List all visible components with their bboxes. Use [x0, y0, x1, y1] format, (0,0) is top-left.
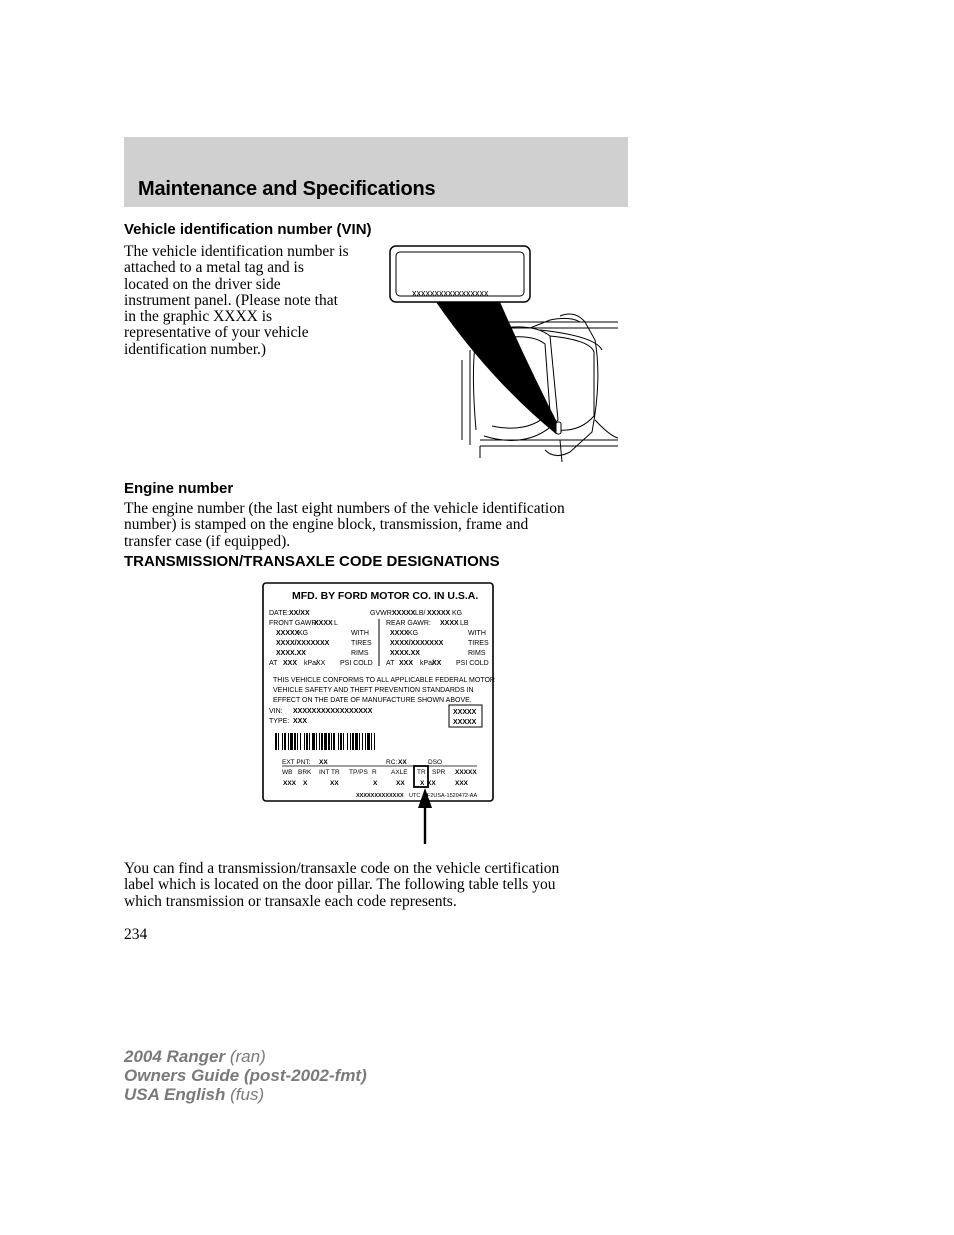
label-code-header: WB [282, 769, 293, 776]
label-barcode [275, 733, 375, 750]
barcode-bar [352, 733, 354, 750]
label-rear-tires: TIRES [468, 640, 489, 647]
document-footer [124, 1047, 367, 1104]
barcode-bar [328, 733, 330, 750]
label-bottom-utc: UTC [409, 793, 421, 799]
label-code-header: SPR [432, 769, 446, 776]
label-code-header: XXXXX [455, 769, 477, 776]
label-dso-label: DSO [428, 759, 443, 766]
label-rear-tire: XXXX/XXXXXXX [390, 640, 444, 647]
label-rear-psi-cold: PSI COLD [456, 660, 489, 667]
barcode-bar [284, 733, 286, 750]
barcode-bar [365, 733, 366, 750]
label-bottom-code: XXXXXXXXXXXXX [356, 793, 404, 799]
label-code-header: AXLE [391, 769, 408, 776]
label-rear-kg-unit: KG [408, 630, 419, 637]
label-vin-label: VIN: [269, 708, 283, 715]
label-code-value: XX [427, 780, 436, 787]
barcode-bar [294, 733, 296, 750]
barcode-bar [300, 733, 301, 750]
label-front-rim: XXXX.XX [276, 650, 306, 657]
label-gvwr-label: GVWR: [370, 610, 394, 617]
engine-line: number) is stamped on the engine block, transmission, frame and [124, 516, 529, 534]
vin-tag-text: xxxxxxxxxxxxxxxxx [412, 288, 489, 298]
vin-heading: Vehicle identification number (VIN) [124, 221, 372, 238]
footer-language: USA English [124, 1085, 226, 1104]
label-rear-rim: XXXX.XX [390, 650, 420, 657]
label-rc-label: RC: [386, 759, 398, 766]
label-code-header: TP/PS [349, 769, 368, 776]
label-ext-pnt-label: EXT PNT: [282, 759, 311, 766]
label-front-psi-cold: PSI COLD [340, 660, 373, 667]
label-rear-with: WITH [468, 630, 486, 637]
label-conform-line: THIS VEHICLE CONFORMS TO ALL APPLICABLE FEDERAL MOTOR [273, 677, 495, 684]
vin-line: attached to a metal tag and is [124, 259, 304, 277]
label-front-with: WITH [351, 630, 369, 637]
label-code-header: BRK [298, 769, 312, 776]
barcode-bar [333, 733, 335, 750]
label-rear-kpa: kPa/ [420, 660, 435, 667]
label-front-gawr-label: FRONT GAWR: [269, 620, 319, 627]
label-rc-value: XX [398, 759, 407, 766]
footer-model-code: (ran) [225, 1047, 266, 1066]
barcode-bar [278, 733, 279, 750]
barcode-bar [362, 733, 363, 750]
vin-tag-location [556, 422, 561, 434]
footer-language-code: (fus) [225, 1085, 265, 1104]
label-ext-pnt-value: XX [319, 759, 328, 766]
footer-guide: Owners Guide (post-2002-fmt) [124, 1066, 367, 1085]
label-box-line1: XXXXX [453, 709, 477, 716]
transmission-paragraph [124, 861, 559, 910]
label-rear-kpa-unit: XX [432, 660, 442, 667]
barcode-bar [340, 733, 342, 750]
vin-line: located on the driver side [124, 275, 281, 293]
barcode-bar [331, 733, 332, 750]
barcode-bar [288, 733, 289, 750]
label-rear-gawr-value: XXXX [440, 620, 459, 627]
label-rear-pressure: XXX [399, 660, 414, 667]
transmission-heading: TRANSMISSION/TRANSAXLE CODE DESIGNATIONS [124, 553, 500, 570]
barcode-bar [371, 733, 372, 750]
label-gvwr-unit2: KG [452, 610, 463, 617]
engine-paragraph [124, 501, 565, 550]
label-code-value: X [303, 780, 308, 787]
barcode-bar [306, 733, 308, 750]
label-code-value: XX [330, 780, 339, 787]
barcode-bar [359, 733, 360, 750]
label-box-line2: XXXXX [453, 719, 477, 726]
label-vin-value: XXXXXXXXXXXXXXXXX [293, 708, 373, 715]
label-front-kpa-unit: XX [316, 660, 326, 667]
label-rear-gawr-label: REAR GAWR: [386, 620, 431, 627]
label-date-label: DATE: [269, 610, 290, 617]
label-front-kg-unit: KG [298, 630, 309, 637]
page-number: 234 [124, 926, 148, 943]
label-type-label: TYPE: [269, 718, 290, 725]
label-front-gawr-value: XXXX [314, 620, 333, 627]
label-rear-rims: RIMS [468, 650, 486, 657]
engine-line: The engine number (the last eight numbers of the vehicle identification [124, 500, 565, 517]
transmission-line: label which is located on the door pillar. The following table tells you [124, 876, 556, 894]
barcode-bar [290, 733, 293, 750]
label-conform-line: EFFECT ON THE DATE OF MANUFACTURE SHOWN ABOVE. [273, 697, 472, 704]
engine-line: transfer case (if equipped). [124, 532, 291, 550]
barcode-bar [316, 733, 317, 750]
label-code-header: R [372, 769, 377, 776]
label-code-value: XXX [455, 780, 469, 787]
barcode-bar [304, 733, 305, 750]
vin-location-illustration [380, 240, 625, 465]
label-gvwr-value: XXXXX [392, 610, 416, 617]
label-date-value: XX/XX [289, 610, 310, 617]
label-bottom-part-number: F2USA-1520472-AA [427, 793, 478, 799]
label-front-kpa: kPa/ [304, 660, 319, 667]
label-front-tire: XXXX/XXXXXXX [276, 640, 330, 647]
label-title: MFD. BY FORD MOTOR CO. IN U.S.A. [292, 590, 479, 602]
barcode-bar [350, 733, 351, 750]
certification-label-illustration [262, 582, 496, 876]
footer-model: 2004 Ranger [124, 1047, 226, 1066]
vin-paragraph [124, 244, 349, 358]
barcode-bar [309, 733, 310, 750]
label-front-kg-value: XXXXX [276, 630, 300, 637]
engine-heading: Engine number [124, 480, 234, 497]
vin-line: representative of your vehicle [124, 324, 309, 342]
label-code-value: X [420, 780, 425, 787]
label-code-value: XX [396, 780, 405, 787]
barcode-bar [324, 733, 327, 750]
barcode-bar [275, 733, 277, 750]
barcode-bar [347, 733, 348, 750]
section-header-band [124, 137, 628, 207]
barcode-bar [312, 733, 315, 750]
barcode-bar [338, 733, 339, 750]
barcode-bar [374, 733, 375, 750]
label-front-gawr-unit: L [334, 620, 338, 627]
label-code-value: X [373, 780, 378, 787]
label-rear-at: AT [386, 660, 395, 667]
transmission-line: You can find a transmission/transaxle code on the vehicle certification [124, 860, 560, 877]
barcode-bar [297, 733, 298, 750]
barcode-bar [367, 733, 370, 750]
barcode-bar [355, 733, 358, 750]
barcode-bar [343, 733, 344, 750]
label-type-value: XXX [293, 718, 308, 725]
vin-line: instrument panel. (Please note that [124, 291, 338, 309]
label-front-rims: RIMS [351, 650, 369, 657]
vin-line: The vehicle identification number is [124, 243, 349, 260]
label-code-value: XXX [283, 780, 297, 787]
vin-line: in the graphic XXXX is [124, 308, 273, 326]
transmission-line: which transmission or transaxle each code represents. [124, 892, 457, 910]
label-code-header: INT TR [319, 769, 340, 776]
label-code-header: TR [417, 769, 426, 776]
label-rear-kg-value: XXXX [390, 630, 409, 637]
label-front-pressure: XXX [283, 660, 298, 667]
barcode-bar [321, 733, 323, 750]
label-conform-line: VEHICLE SAFETY AND THEFT PREVENTION STANDARDS IN [273, 687, 474, 694]
label-front-tires: TIRES [351, 640, 372, 647]
label-gvwr-unit: LB/ [415, 610, 426, 617]
section-title: Maintenance and Specifications [138, 178, 436, 200]
label-gvwr-value2: XXXXX [427, 610, 451, 617]
label-rear-gawr-unit: LB [460, 620, 469, 627]
barcode-bar [319, 733, 320, 750]
label-front-at: AT [269, 660, 278, 667]
barcode-bar [282, 733, 283, 750]
vin-line: identification number.) [124, 340, 267, 358]
